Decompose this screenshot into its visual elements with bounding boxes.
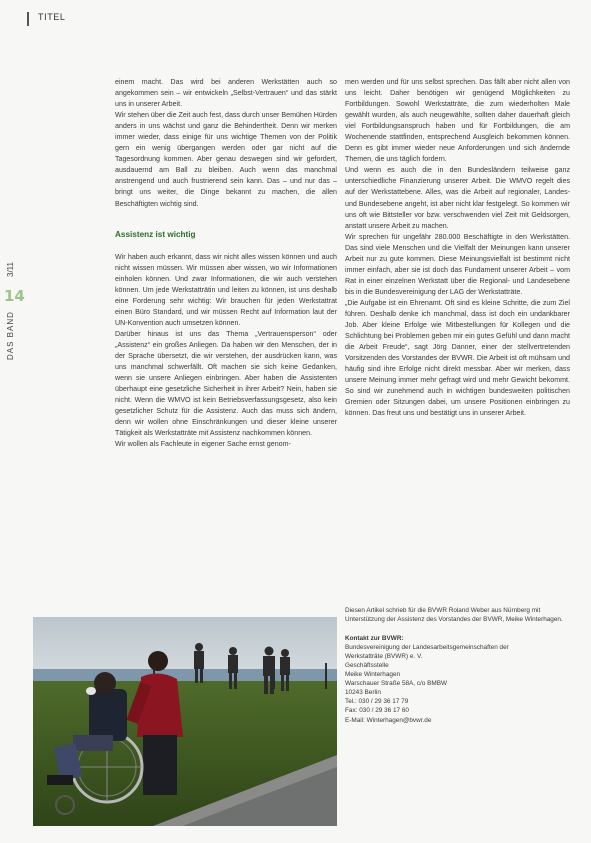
contact-phone: Tel.: 030 / 29 36 17 79 [345,698,409,706]
paragraph: Wir stehen über die Zeit auch fest, dass durch unser Bemühen Hürden anders in uns wächst und ganz die Behindertheit. Denn wir merken immer wieder, dass einige für uns wichtige Themen von der Politik gern ein wenig übergangen werden oder gar nicht auf die Tagesordnung kommen. Aber genau deswegen sind wir gefordert, ausdauernd am Ball zu bleiben. Auch wenn das manchmal anstrengend und auch frustrierend sein kann. Das – und nur das – bringt uns weiter, die Dinge bekannt zu machen, die allen Beschäftigten wichtig sind. [115,111,337,208]
contact-line: 10243 Berlin [345,689,381,697]
paragraph: einem macht. Das wird bei anderen Werkstätten auch so angekommen sein – wir entwickeln „Selbst-Vertrauen“ und das stärkt uns in unserer Arbeit. [115,78,337,109]
left-column [115,77,337,450]
contact-line: Meike Winterhagen [345,671,401,679]
margin-tab [2,255,28,365]
contact-email[interactable]: E-Mail: Winterhagen@bvwr.de [345,716,432,724]
contact-line: Warschauer Straße 58A, c/o BMBW [345,680,448,688]
paragraph: Darüber hinaus ist uns das Thema „Vertrauensperson“ oder „Assistenz“ ein großes Anliegen. Da haben wir den Menschen, der in der Sprache übersetzt, die wir verstehen, der ausdrücken kann, was uns manchmal schwerfällt. Oft machen sie sich keine Gedanken, wenn sie unsere Anliegen einbringen. Aber haben die Assistenten überhaupt eine gesetzliche Sicherheit in ihrer Arbeit? Nein, haben sie nicht. Wenn die WMVO ist kein Betriebsverfassungsgesetz, also kein gesetzlicher Schutz für die Assistenz. Auch das muss sich ändern, denn wir wollen ohne Einschränkungen und dieser kleine unserer Tätigkeit als Werkstatträte mit Assistenz nachkommen können. [115,329,337,438]
info-box [345,606,570,725]
paragraph: Wir sprechen für ungefähr 280.000 Beschäftigte in den Werkstätten. Das sind viele Menschen und die Vielfalt der Meinungen kann unserer Arbeit nur zu gute kommen. Diese Meinungsvielfalt ist bestimmt nicht immer einfach, aber sie ist doch das Fundament unserer Arbeit – vom Rat in einer einzelnen Werkstatt über die Regional- und Landesebene bis in die Bundesvereinigung der LAG der Werkstatträte. [345,232,570,296]
section-title: TITEL [38,12,66,22]
photo-walk-by-the-sea [33,617,337,826]
contact-fax: Fax: 030 / 29 36 17 60 [345,707,409,715]
contact-line: Geschäftsstelle [345,662,389,670]
paragraph: Und wenn es auch die in den Bundesländern teilweise ganz unterschiedliche Finanzierung unserer Arbeit. Die WMVO regelt dies auf der Werkstattebene. Alles, was die Arbeit auf regionaler, Landes- und Bundesebene angeht, ist aber nicht klar festgelegt. So kommen wir uns oft wie Bittsteller vor bzw. verschwenden viel Zeit mit Geldsorgen, anstatt unsere Arbeit zu machen. [345,166,570,230]
paragraph: men werden und für uns selbst sprechen. Das fällt aber nicht allen von uns leicht. Daher benötigen wir genügend Möglichkeiten zu Fortbildungen. Sowohl Werkstatträte, die zum wiederholten Male gewählt wurden, als auch neugewählte, sollten daher dauerhaft gleich viel Fortbildungsanspruch haben und für Fortbildungen, die am Wochenende stattfinden, entsprechend Ausgleich bekommen können. Denn es gibt immer wieder neue Anforderungen und sich ändernde Themen, die uns täglich fordern. [345,78,570,164]
page-number: 14 [4,287,25,305]
paragraph: Wir wollen als Fachleute in eigener Sache ernst genom- [115,440,291,449]
subheading: Assistenz ist wichtig [115,229,196,239]
magazine-name: DAS BAND [6,311,15,361]
contact-heading: Kontakt zur BVWR: [345,635,404,643]
paragraph: „Die Aufgabe ist ein Ehrenamt. Oft sind es kleine Schritte, die zum Ziel führen. Deshalb denke ich manchmal, dass ist doch ein undankbarer Job. Aber kleine Erfolge wie Mitbestellungen für Kollegen und die Schlichtung bei Problemen geben mir ein gutes Gefühl und dann macht die Arbeit Freude“, sagt Jörg Danner, einer der stellvertretenden Vorsitzenden des Vorstandes der BVWR. Die Arbeit ist oft mühsam und häufig sind ihre Erfolge nicht direkt messbar. Aber wir merken, dass unsere Meinung immer mehr gefragt wird und mehr Gewicht bekommt. So sind wir zunehmend auch in wichtigen bundesweiten politischen Gremien oder Sitzungen dabei, um unsere Positionen einbringen zu können. Das freut uns und bestätigt uns in unserer Arbeit. [345,298,570,418]
right-column [345,77,570,419]
issue-number: 3/11 [6,262,15,278]
contact-line: Bundesvereinigung der Landesarbeitsgemeinschaften der [345,644,509,652]
article-credit: Diesen Artikel schrieb für die BVWR Roland Weber aus Nürnberg mit Unterstützung der Assistenz des Vorstandes der BVWR, Meike Winterhagen. [345,607,563,624]
header-rule [27,12,29,26]
contact-line: Werkstatträte (BVWR) e. V. [345,653,423,661]
paragraph: Wir haben auch erkannt, dass wir nicht alles wissen können und auch nicht wissen müssen. Wir müssen aber wissen, wo wir Informationen einholen können. Und zwar Informationen, die wir auch verstehen können. Um jede Werkstatträtin und leiten zu können, ist uns deshalb eine Forderung sehr wichtig: Wir brauchen für jeden Werkstattrat einen Büro Standard, und wir müssen Recht auf Information laut der UN-Konvention auch umsetzen können. [115,252,337,327]
